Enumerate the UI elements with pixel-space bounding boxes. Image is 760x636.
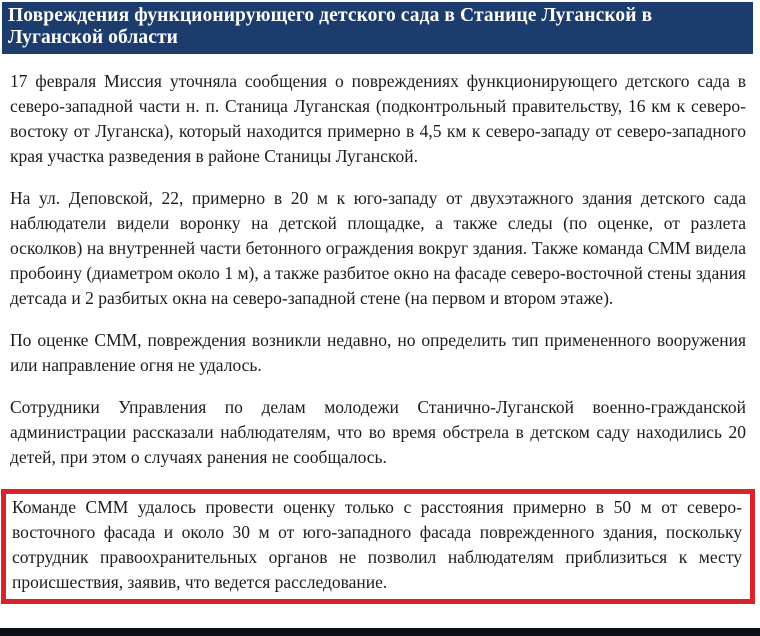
paragraph-administration-statement: Сотрудники Управления по делам молодежи Станично-Луганской военно-гражданской администрации рассказали наблюдателям, что во время обстрела в детском саду находились 20 детей, при этом о случаях ранения не сообщалось. xyxy=(10,397,746,467)
paragraph-incident-summary: 17 февраля Миссия уточняла сообщения о повреждениях функционирующего детского сада в северо-западной части н. п. Станица Луганская (подконтрольный правительству, 16 км к северо-востоку от Луганска), который находится примерно в 4,5 км к северо-западу от северо-западного края участка разведения в районе Станицы Луганской. xyxy=(10,71,746,166)
paragraph-damage-details: На ул. Деповской, 22, примерно в 20 м к юго-западу от двухэтажного здания детского сада наблюдатели видели воронку на детской площадке, а также следы (по оценке, от разлета осколков) на внутренней части бетонного ограждения вокруг здания. Также команда СММ видела пробоину (диаметром около 1 м), а также разбитое окно на фасаде северо-восточной стены здания детсада и 2 разбитых окна на северо-западной стене (на первом и втором этаже). xyxy=(10,188,746,308)
paragraph-smm-assessment: По оценке СММ, повреждения возникли недавно, но определить тип примененного вооружения или направление огня не удалось. xyxy=(10,330,746,375)
page-title: Повреждения функционирующего детского сада в Станице Луганской в Луганской области xyxy=(8,5,653,48)
article-title-bar xyxy=(2,2,753,54)
next-section-divider xyxy=(0,628,760,636)
highlighted-paragraph: Команде СММ удалось провести оценку только с расстояния примерно в 50 м от северо-восточного фасада и около 30 м от юго-западного фасада поврежденного здания, поскольку сотрудник правоохранительных органов не позволил наблюдателям приблизиться к месту происшествия, заявив, что ведется расследование. xyxy=(12,497,742,592)
highlighted-paragraph-box xyxy=(1,489,755,604)
